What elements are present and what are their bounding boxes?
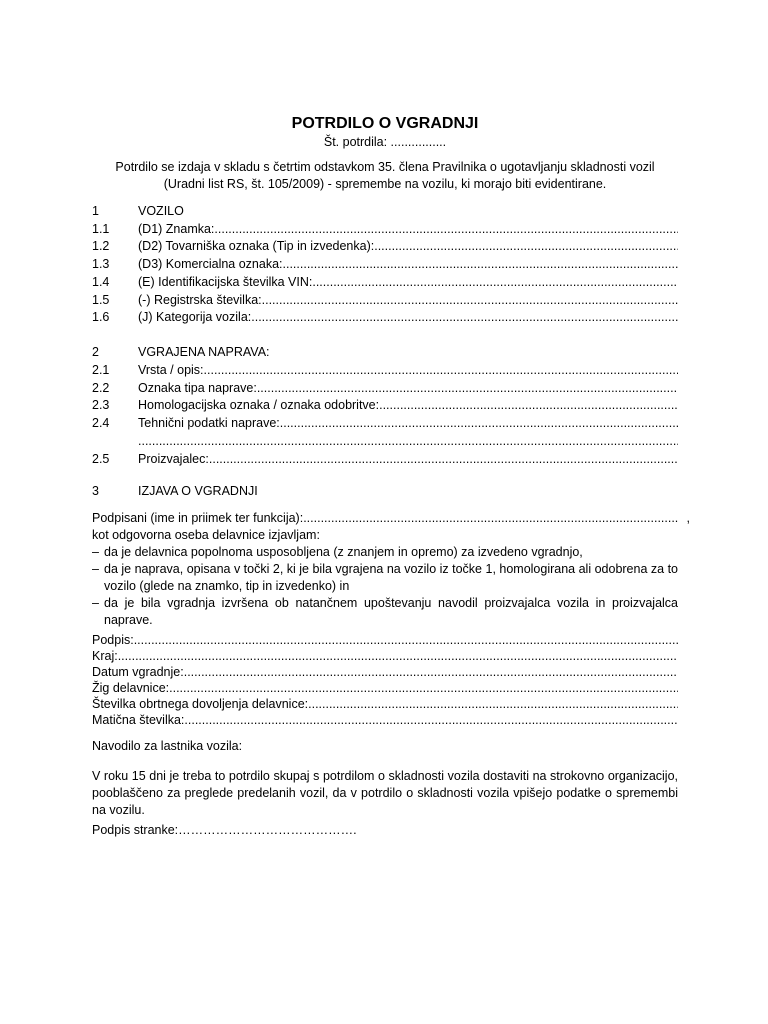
sign-field-row <box>92 680 678 697</box>
owner-instructions-text: V roku 15 dni je treba to potrdilo skupaj s potrdilom o skladnosti vozila dostaviti na strokovno organizacijo, pooblaščeno za preglede predelanih vozil, da v potrdilo o skladnosti vozila vpišejo podatke o spremembi na vozilu. <box>92 769 678 817</box>
field-number: 1.4 <box>92 275 110 289</box>
field-row <box>92 451 678 468</box>
fill-in-line <box>214 221 678 238</box>
sign-field-row <box>92 696 678 713</box>
field-label: Proizvajalec: <box>138 452 209 466</box>
field-label: Homologacijska oznaka / oznaka odobritve: <box>138 398 380 412</box>
fill-in-line <box>209 451 678 468</box>
fill-in-line <box>184 712 678 729</box>
section-1-heading <box>92 203 678 220</box>
sign-field-row <box>92 632 678 649</box>
field-row <box>92 415 678 432</box>
field-label: Tehnični podatki naprave: <box>138 416 280 430</box>
sign-field-row <box>92 712 678 729</box>
declaration-item <box>92 561 678 595</box>
field-row <box>92 221 678 238</box>
field-number: 2.3 <box>92 398 110 412</box>
signer-label: Podpisani (ime in priimek ter funkcija): <box>92 511 304 525</box>
field-row <box>92 238 678 255</box>
intro-line-1: Potrdilo se izdaja v skladu s četrtim odstavkom 35. člena Pravilnika o ugotavljanju skladnosti vozil <box>115 160 655 174</box>
fill-in-line <box>308 696 678 713</box>
responsible-person-line: kot odgovorna oseba delavnice izjavljam: <box>92 528 320 542</box>
field-label: (E) Identifikacijska številka VIN: <box>138 275 313 289</box>
fill-in-line <box>257 380 678 397</box>
fill-in-line <box>303 510 678 527</box>
section-title: VOZILO <box>138 204 184 218</box>
field-label: Vrsta / opis: <box>138 363 204 377</box>
section-title: IZJAVA O VGRADNJI <box>138 484 258 498</box>
field-number: 1.3 <box>92 257 110 271</box>
declaration-item <box>92 544 678 561</box>
fill-in-line <box>134 632 678 649</box>
field-row <box>92 274 678 291</box>
sign-field-row <box>92 664 678 681</box>
field-number: 1.6 <box>92 310 110 324</box>
sign-field-label: Podpis: <box>92 633 134 647</box>
field-label: (D2) Tovarniška oznaka (Tip in izvedenka): <box>138 239 375 253</box>
field-row <box>92 309 678 326</box>
declaration-text: da je bila vgradnja izvršena ob natančnem upoštevanju navodil proizvajalca vozila in proizvajalca naprave. <box>104 596 678 627</box>
field-label: (D1) Znamka: <box>138 222 215 236</box>
field-label: (D3) Komercialna oznaka: <box>138 257 283 271</box>
field-row <box>92 292 678 309</box>
sign-field-label: Kraj: <box>92 649 118 663</box>
declaration-item <box>92 595 678 629</box>
field-row <box>92 397 678 414</box>
fill-in-line <box>374 238 678 255</box>
bullet-dash: – <box>92 545 99 559</box>
sign-field-row <box>92 648 678 665</box>
declaration-text: da je naprava, opisana v točki 2, ki je bila vgrajena na vozilo iz točke 1, homologirana ali odobrena za to vozilo (glede na znamko, tip in izvedenko) in <box>104 562 678 593</box>
owner-instructions-heading: Navodilo za lastnika vozila: <box>92 739 243 753</box>
field-number: 2.2 <box>92 381 110 395</box>
field-row <box>92 256 678 273</box>
field-label: (J) Kategorija vozila: <box>138 310 252 324</box>
section-3-heading <box>92 483 678 500</box>
field-number: 2.4 <box>92 416 110 430</box>
signer-row <box>92 510 690 527</box>
field-number: 2.5 <box>92 452 110 466</box>
party-signature-line: Podpis stranke:……………………………………. <box>92 823 357 837</box>
fill-in-line <box>138 433 678 450</box>
declaration-block <box>92 527 678 629</box>
section-number: 2 <box>92 345 99 359</box>
intro-paragraph <box>92 159 678 193</box>
section-title: VGRAJENA NAPRAVA: <box>138 345 270 359</box>
field-row-continuation <box>92 433 678 450</box>
fill-in-line <box>169 680 678 697</box>
field-number: 2.1 <box>92 363 110 377</box>
field-number: 1.5 <box>92 293 110 307</box>
field-row <box>92 362 678 379</box>
field-number: 1.2 <box>92 239 110 253</box>
sign-field-label: Žig delavnice: <box>92 681 170 695</box>
sign-field-label: Matična številka: <box>92 713 185 727</box>
field-number <box>92 433 138 450</box>
fill-in-line <box>251 309 678 326</box>
fill-in-line <box>184 664 678 681</box>
declaration-text: da je delavnica popolnoma usposobljena (z znanjem in opremo) za izvedeno vgradnjo, <box>104 545 583 559</box>
field-label: Oznaka tipa naprave: <box>138 381 257 395</box>
sign-field-label: Številka obrtnega dovoljenja delavnice: <box>92 697 309 711</box>
section-number: 3 <box>92 484 99 498</box>
fill-in-line <box>118 648 678 665</box>
fill-in-line <box>280 415 678 432</box>
bullet-dash: – <box>92 596 99 610</box>
fill-in-line <box>379 397 678 414</box>
fill-in-line <box>312 274 678 291</box>
section-2-heading <box>92 344 678 361</box>
signer-comma: , <box>686 511 690 525</box>
fill-in-line <box>204 362 678 379</box>
field-number: 1.1 <box>92 222 110 236</box>
field-label: (-) Registrska številka: <box>138 293 262 307</box>
fill-in-line <box>262 292 678 309</box>
section-number: 1 <box>92 204 99 218</box>
sign-field-label: Datum vgradnje: <box>92 665 184 679</box>
document-title: POTRDILO O VGRADNJI <box>291 115 479 132</box>
intro-line-2: (Uradni list RS, št. 105/2009) - spremembe na vozilu, ki morajo biti evidentirane. <box>163 177 607 191</box>
certificate-number: Št. potrdila: ................ <box>323 135 447 149</box>
field-row <box>92 380 678 397</box>
bullet-dash: – <box>92 562 99 576</box>
fill-in-line <box>283 256 678 273</box>
